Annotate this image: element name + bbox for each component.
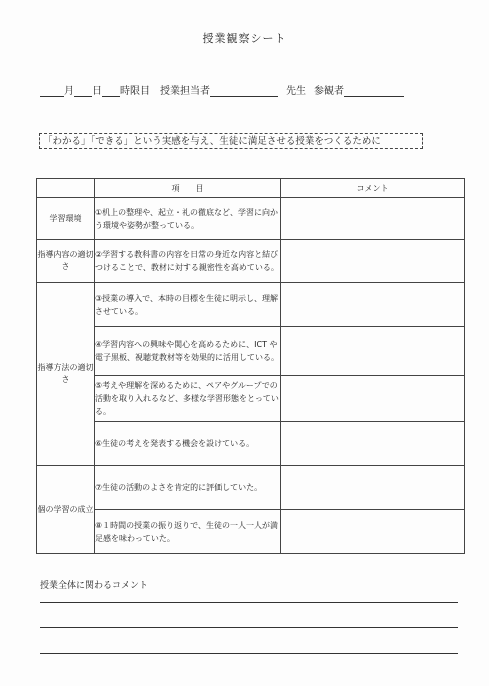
item-cell: ⑤考えや理解を深めるために、ペアやグループでの活動を取り入れるなど、多様な学習形態をとっている。 (95, 376, 281, 422)
month-blank (40, 85, 64, 97)
teacher-label: 授業担当者 (160, 86, 210, 97)
table-row (37, 198, 465, 240)
category-cell: 個の学習の成立 (37, 466, 95, 554)
sensei-label: 先生 (286, 86, 306, 97)
item-cell: ①机上の整理や、起立・礼の徹底など、学習に向かう環境や姿勢が整っている。 (95, 198, 281, 240)
item-cell: ②学習する教科書の内容を日常の身近な内容と結びつけることで、教材に対する親密性を高めている。 (95, 240, 281, 283)
table-row (37, 466, 465, 510)
item-cell: ⑧１時間の授業の振り返りで、生徒の一人一人が満足感を味わっていた。 (95, 510, 281, 554)
observer-label: 参観者 (314, 86, 344, 97)
period-blank (102, 85, 120, 97)
comment-cell[interactable] (281, 510, 465, 554)
overall-comment-label: 授業全体に関わるコメント (40, 581, 149, 591)
item-cell: ④学習内容への興味や関心を高めるために、ICT や電子黒板、視聴覚教材等を効果的に活用している。 (95, 327, 281, 376)
item-cell: ⑦生徒の活動のよさを肯定的に評価していた。 (95, 466, 281, 510)
category-cell: 指導内容の適切さ (37, 240, 95, 283)
goal-banner: 「わかる」「できる」という実感を与え、生徒に満足させる授業をつくるために (39, 133, 423, 149)
comment-cell[interactable] (281, 198, 465, 240)
comment-cell[interactable] (281, 466, 465, 510)
month-label: 月 (64, 86, 74, 97)
item-header: 項 目 (95, 179, 281, 198)
teacher-blank (210, 85, 278, 97)
comment-line[interactable] (40, 602, 458, 603)
comment-cell[interactable] (281, 422, 465, 466)
item-cell: ⑥生徒の考えを発表する機会を設けている。 (95, 422, 281, 466)
observation-table (36, 178, 465, 554)
sheet-title: 授業観察シート (202, 32, 287, 45)
table-row (37, 240, 465, 283)
table-row (37, 422, 465, 466)
comment-cell[interactable] (281, 240, 465, 283)
header-info-row (40, 82, 404, 97)
category-cell: 学習環境 (37, 198, 95, 240)
table-row (37, 510, 465, 554)
comment-line[interactable] (40, 653, 458, 654)
category-header (37, 179, 95, 198)
category-cell: 指導方法の適切さ (37, 283, 95, 466)
table-row (37, 376, 465, 422)
day-blank (74, 85, 92, 97)
comment-header: コメント (281, 179, 465, 198)
comment-cell[interactable] (281, 283, 465, 327)
comment-line[interactable] (40, 627, 458, 628)
day-label: 日 (92, 86, 102, 97)
table-row (37, 327, 465, 376)
table-row (37, 283, 465, 327)
period-label: 時限目 (120, 86, 150, 97)
item-cell: ③授業の導入で、本時の目標を生徒に明示し、理解させている。 (95, 283, 281, 327)
table-header-row (37, 179, 465, 198)
comment-cell[interactable] (281, 327, 465, 376)
comment-cell[interactable] (281, 376, 465, 422)
observer-blank (344, 85, 404, 97)
